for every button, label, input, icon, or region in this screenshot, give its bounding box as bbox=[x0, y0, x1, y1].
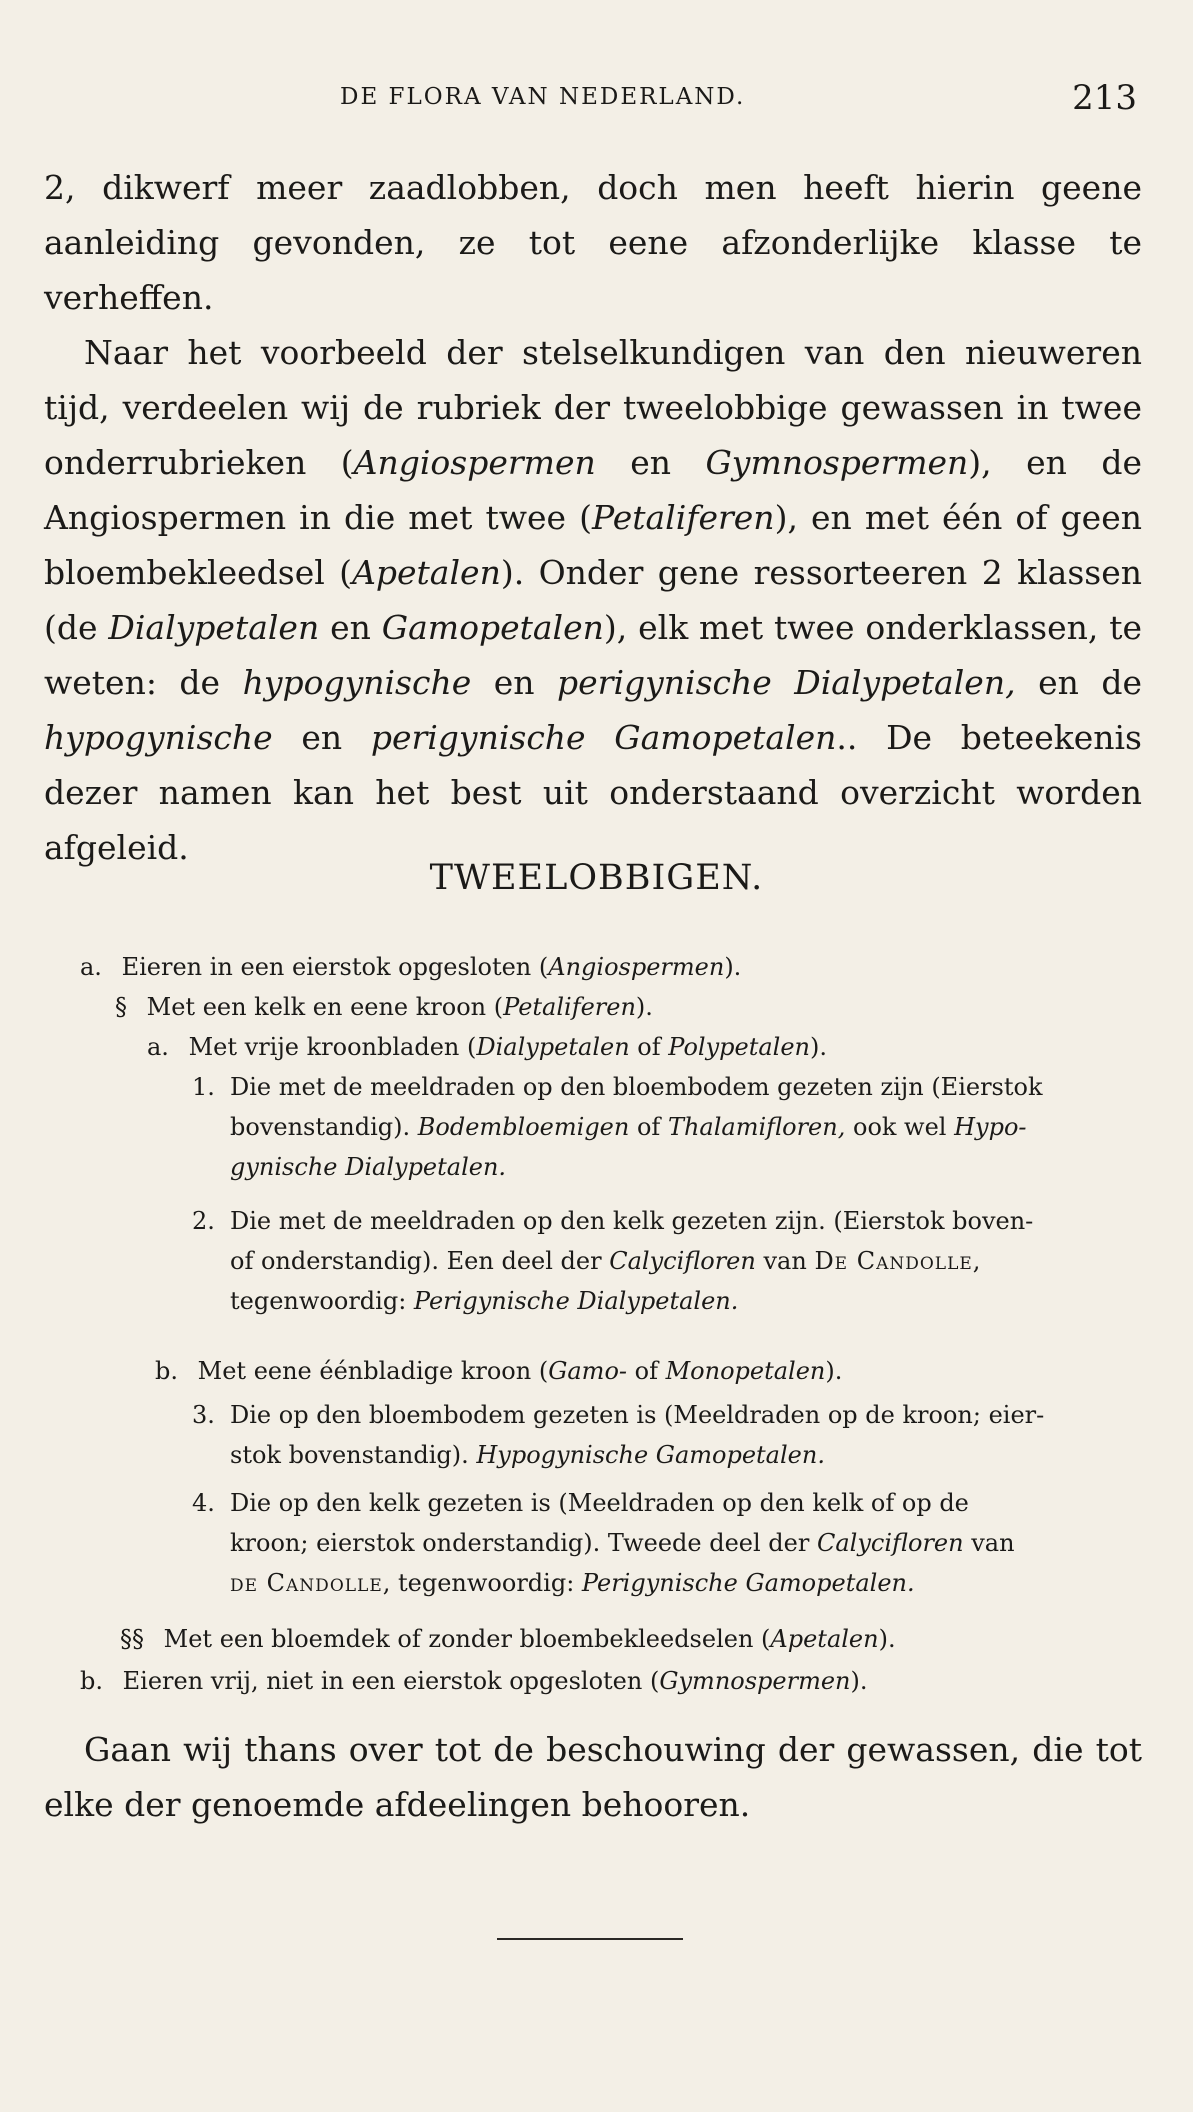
term-perigynische-gamopetalen: perigynische Gamopetalen bbox=[370, 718, 837, 757]
outline-line bbox=[230, 1147, 1182, 1187]
outline-term: Apetalen bbox=[770, 1625, 879, 1653]
outline-text: bovenstandig). bbox=[230, 1113, 418, 1141]
term-hypogynische: hypogynische bbox=[44, 718, 273, 757]
outline-line bbox=[230, 1563, 1182, 1603]
outline-text: stok bovenstandig). bbox=[230, 1441, 477, 1469]
outline-term: Thalamifloren, bbox=[667, 1113, 846, 1141]
outline-marker: 2. bbox=[192, 1207, 215, 1235]
running-title: DE FLORA VAN NEDERLAND. bbox=[340, 84, 746, 110]
intro-paragraph-2 bbox=[44, 325, 1142, 875]
text-run: en bbox=[471, 663, 558, 702]
text-run: en de bbox=[1015, 663, 1142, 702]
outline-text: Eieren vrij, niet in een eierstok opgesloten ( bbox=[122, 1667, 660, 1695]
outline-text: ). bbox=[850, 1667, 868, 1695]
outline-text: van bbox=[963, 1529, 1015, 1557]
term-gamopetalen: Gamopetalen bbox=[381, 608, 604, 647]
outline-item-sub-b bbox=[155, 1351, 842, 1391]
term-apetalen: Apetalen bbox=[352, 553, 501, 592]
text-run: en bbox=[272, 718, 371, 757]
outline-line bbox=[230, 1107, 1182, 1147]
outline-text: ). bbox=[724, 953, 742, 981]
outline-text: ook wel bbox=[845, 1113, 955, 1141]
page-number: 213 bbox=[1072, 78, 1137, 118]
outline-term: Polypetalen bbox=[668, 1033, 810, 1061]
term-gymnospermen: Gymnospermen bbox=[705, 443, 969, 482]
term-angiospermen: Angiospermen bbox=[353, 443, 596, 482]
outline-text: Met een kelk en eene kroon ( bbox=[146, 993, 504, 1021]
outline-text: Die op den bloembodem gezeten is (Meeldraden op de kroon; eier- bbox=[230, 1401, 1045, 1429]
text-run: .. De beteekenis dezer namen kan het best uit onderstaand overzicht worden afgeleid. bbox=[44, 718, 1142, 867]
outline-marker: 4. bbox=[192, 1489, 215, 1517]
outline-item-4 bbox=[192, 1483, 1144, 1603]
text-run: ), en de Angiospermen in die met twee ( bbox=[44, 443, 1142, 537]
closing-text bbox=[44, 1722, 1142, 1832]
text-run: en bbox=[595, 443, 706, 482]
outline-term: Calycifloren bbox=[816, 1529, 964, 1557]
outline-marker: b. bbox=[155, 1357, 178, 1385]
outline-text: of onderstandig). Een deel der bbox=[230, 1247, 610, 1275]
outline-term: Bodembloemigen bbox=[417, 1113, 630, 1141]
outline-term: Hypo- bbox=[954, 1113, 1027, 1141]
section-title: TWEELOBBIGEN. bbox=[429, 858, 764, 898]
outline-marker: a. bbox=[147, 1033, 169, 1061]
outline-term: Perigynische Gamopetalen. bbox=[581, 1569, 915, 1597]
outline-item-section-1 bbox=[115, 987, 653, 1027]
outline-text: ). bbox=[825, 1357, 843, 1385]
outline-item-sub-a bbox=[147, 1027, 827, 1067]
text-run: ). Onder gene ressorteeren 2 klassen (de bbox=[44, 553, 1142, 647]
term-dialypetalen: Dialypetalen bbox=[108, 608, 320, 647]
outline-text: Die op den kelk gezeten is (Meeldraden op den kelk of op de bbox=[230, 1489, 969, 1517]
author-name: de Candolle bbox=[230, 1569, 383, 1597]
text-run: Naar het voorbeeld der stelselkundigen van den nieuweren tijd, verdeelen wij de rubriek der tweelobbige gewassen in twee onderrubrieken ( bbox=[44, 333, 1142, 482]
outline-term: Perigynische Dialypetalen. bbox=[413, 1287, 739, 1315]
outline-term: Angiospermen bbox=[548, 953, 725, 981]
outline-term: Dialypetalen bbox=[476, 1033, 630, 1061]
outline-text: Met eene éénbladige kroon ( bbox=[197, 1357, 549, 1385]
section-sign: § bbox=[115, 993, 127, 1021]
outline-text: of bbox=[629, 1033, 669, 1061]
outline-item-3 bbox=[192, 1395, 1144, 1475]
outline-text: Die met de meeldraden op den bloembodem gezeten zijn (Eierstok bbox=[230, 1073, 1043, 1101]
outline-item-1 bbox=[192, 1067, 1144, 1187]
intro-text bbox=[44, 160, 1142, 875]
text-run: ), elk met twee onderklassen, te weten: de bbox=[44, 608, 1143, 702]
running-head bbox=[0, 78, 1193, 118]
text-run: ), en met één of geen bloembekleedsel ( bbox=[44, 498, 1142, 592]
outline-item-b bbox=[80, 1661, 868, 1701]
outline-text: tegenwoordig: bbox=[230, 1287, 414, 1315]
outline-term: Petaliferen bbox=[503, 993, 636, 1021]
outline-item-a bbox=[80, 947, 741, 987]
outline-term: Gamo- bbox=[548, 1357, 627, 1385]
author-name: De Candolle, bbox=[814, 1247, 982, 1275]
outline-text: kroon; eierstok onderstandig). Tweede deel der bbox=[230, 1529, 817, 1557]
intro-paragraph-1: 2, dikwerf meer zaadlobben, doch men heeft hierin geene aanleiding gevonden, ze tot eene afzonderlijke klasse te verheffen. bbox=[44, 168, 1142, 317]
outline-text: ). bbox=[809, 1033, 827, 1061]
outline-text: ). bbox=[878, 1625, 896, 1653]
outline-text: Met vrije kroonbladen ( bbox=[188, 1033, 477, 1061]
text-run: en bbox=[319, 608, 382, 647]
outline-item-section-2 bbox=[120, 1619, 896, 1659]
outline-text: Die met de meeldraden op den kelk gezeten zijn. (Eierstok boven- bbox=[230, 1207, 1034, 1235]
outline-line bbox=[230, 1281, 1182, 1321]
term-perigynische-dialypetalen: perigynische Dialypetalen, bbox=[557, 663, 1016, 702]
outline-text: van bbox=[755, 1247, 815, 1275]
term-hypogynische: hypogynische bbox=[242, 663, 472, 702]
outline-text: Met een bloemdek of zonder bloembekleedselen ( bbox=[163, 1625, 771, 1653]
outline-term: Hypogynische Gamopetalen. bbox=[476, 1441, 825, 1469]
end-rule bbox=[497, 1938, 683, 1940]
section-sign: §§ bbox=[120, 1625, 144, 1653]
outline-line bbox=[230, 1435, 1182, 1475]
outline-marker: a. bbox=[80, 953, 102, 981]
closing-paragraph: Gaan wij thans over tot de beschouwing der gewassen, die tot elke der genoemde afdeelingen behooren. bbox=[44, 1730, 1142, 1824]
outline-marker: 1. bbox=[192, 1073, 215, 1101]
outline-term: Monopetalen bbox=[665, 1357, 826, 1385]
outline-line bbox=[230, 1523, 1182, 1563]
outline-term: gynische Dialypetalen. bbox=[230, 1153, 507, 1181]
outline-marker: 3. bbox=[192, 1401, 215, 1429]
outline-line bbox=[230, 1241, 1182, 1281]
outline-text: of bbox=[627, 1357, 666, 1385]
outline-item-2 bbox=[192, 1201, 1144, 1321]
outline-text: Eieren in een eierstok opgesloten ( bbox=[121, 953, 549, 981]
term-petaliferen: Petaliferen bbox=[591, 498, 775, 537]
outline-text: of bbox=[629, 1113, 668, 1141]
outline-term: Gymnospermen bbox=[659, 1667, 851, 1695]
outline-text: , tegenwoordig: bbox=[382, 1569, 582, 1597]
outline-marker: b. bbox=[80, 1667, 103, 1695]
outline-term: Calycifloren bbox=[609, 1247, 756, 1275]
outline-text: ). bbox=[635, 993, 653, 1021]
